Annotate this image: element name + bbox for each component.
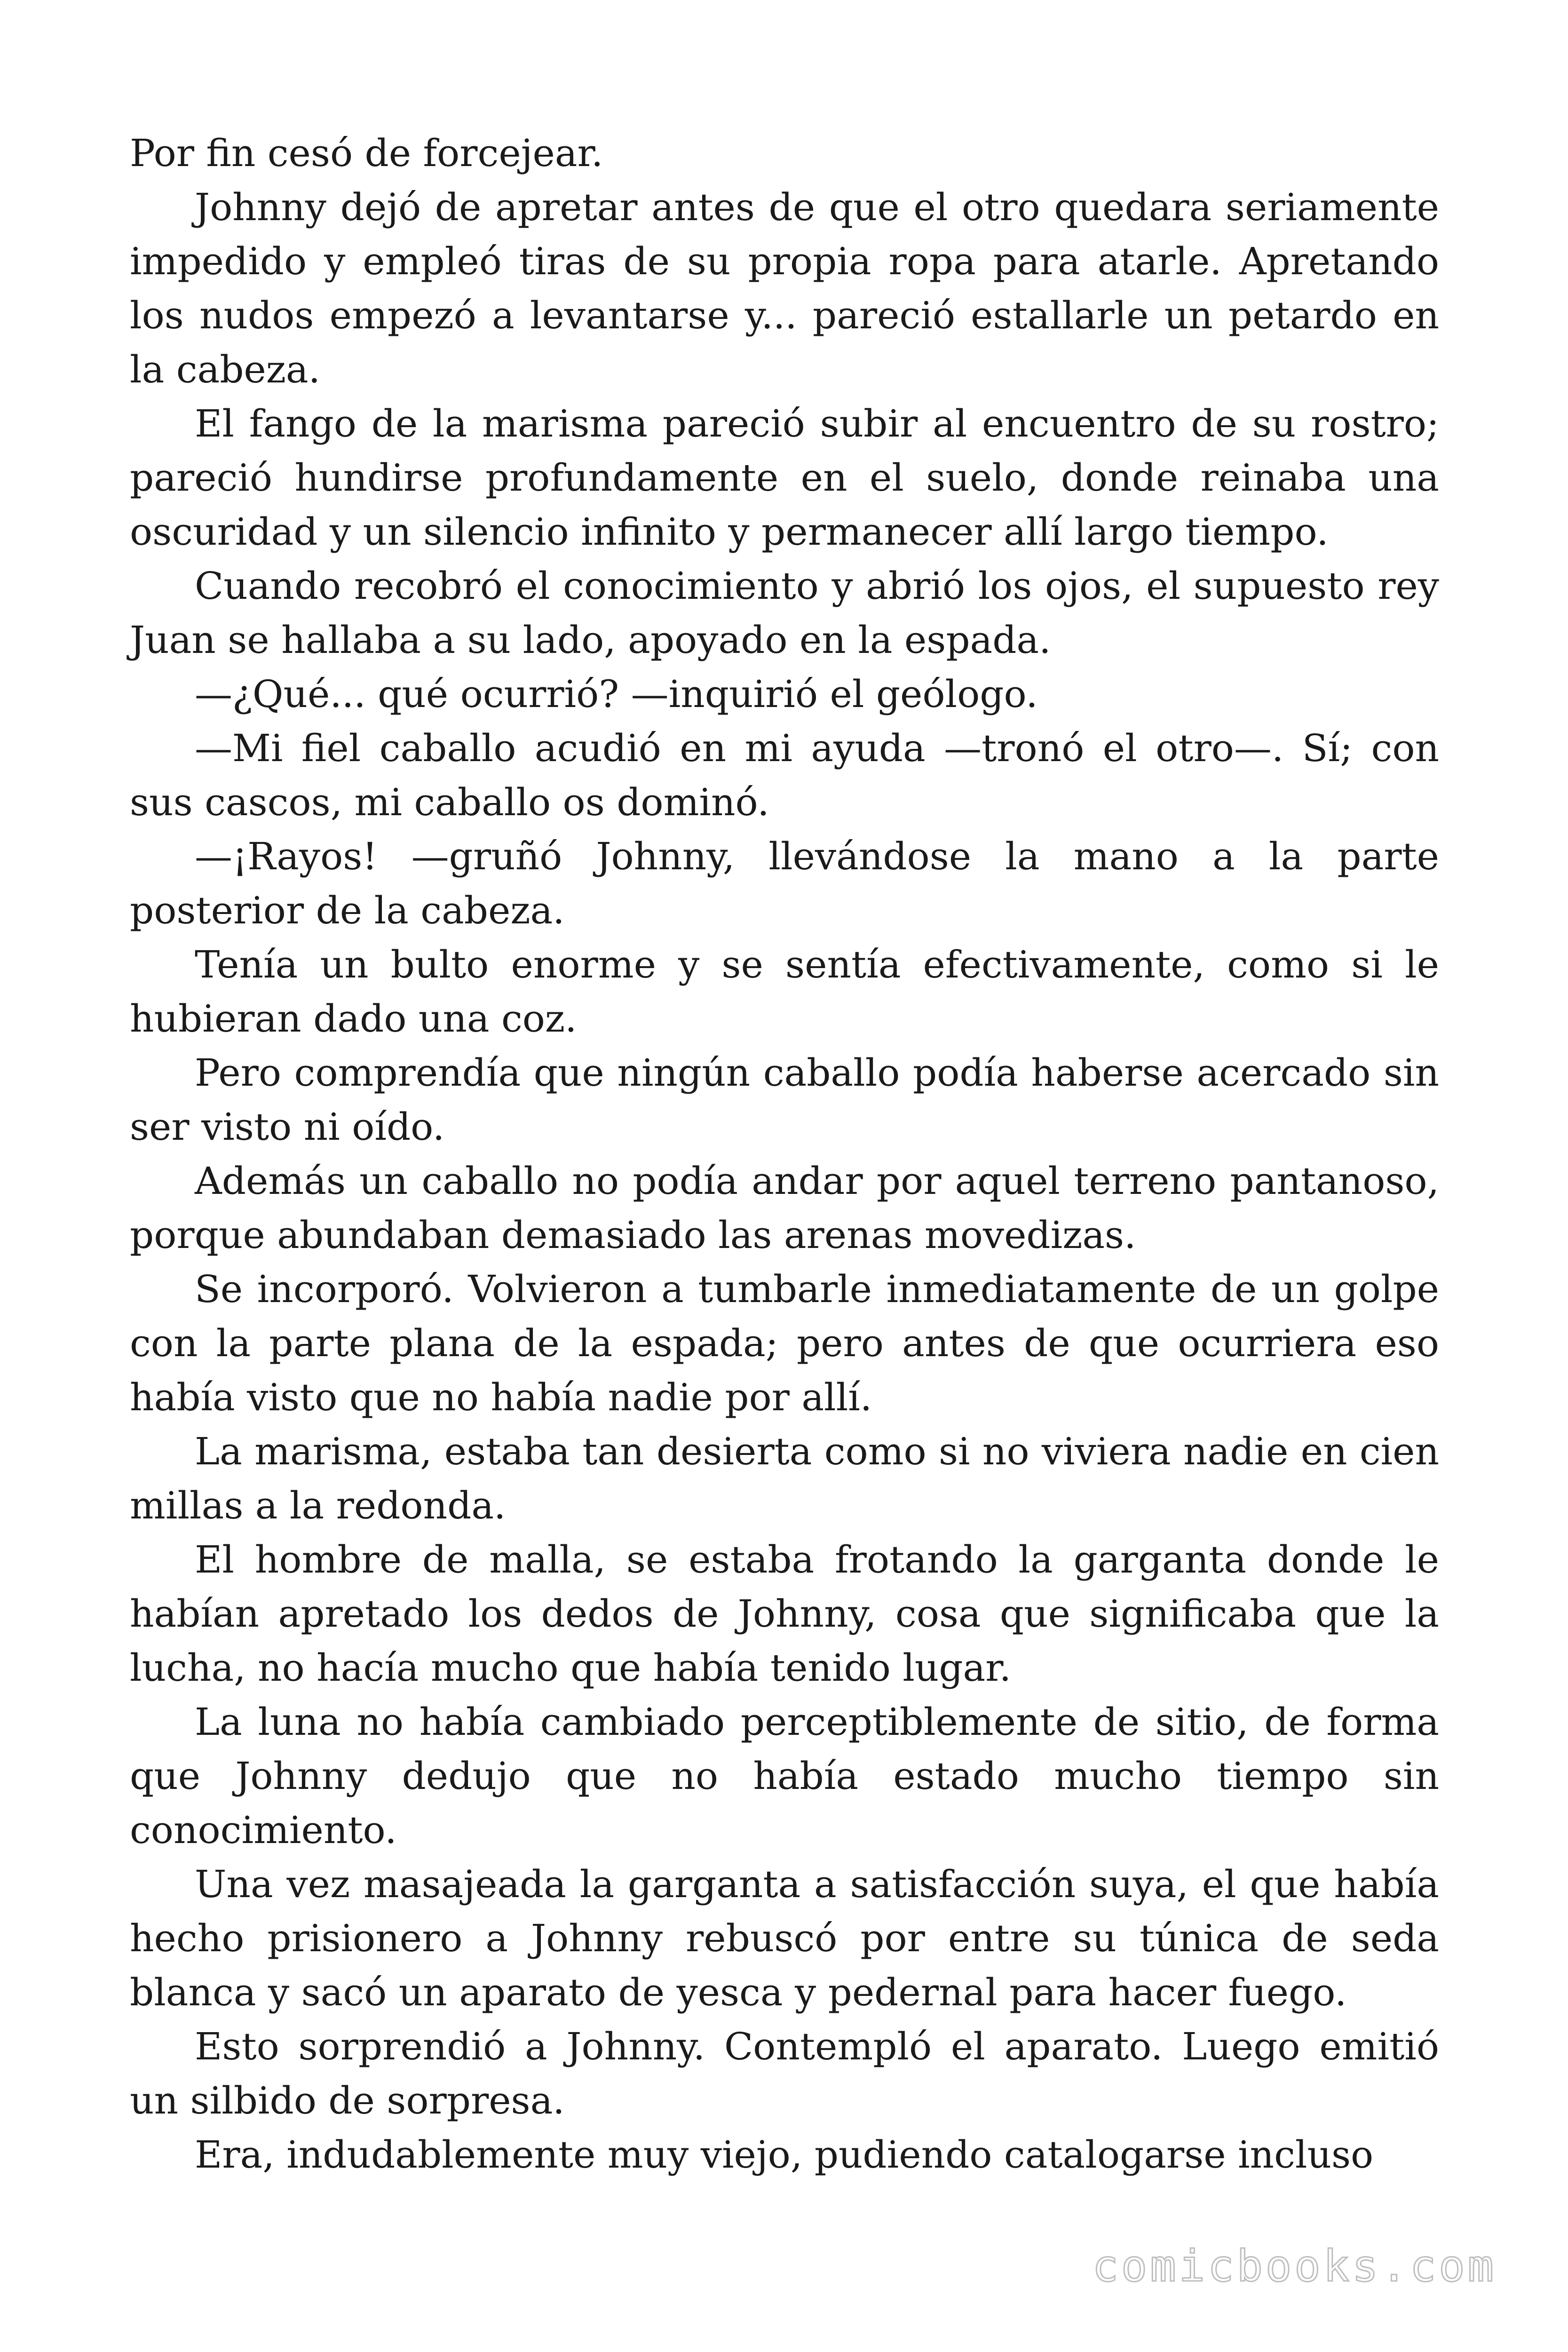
paragraph: —¡Rayos! —gruñó Johnny, llevándose la mano a la parte posterior de la cabeza. [130, 834, 1439, 932]
paragraph: —Mi fiel caballo acudió en mi ayuda —tronó el otro—. Sí; con sus cascos, mi caballo os dominó. [130, 726, 1439, 824]
watermark: comicbooks.com [1092, 2241, 1497, 2291]
body-text [130, 126, 1439, 2182]
paragraph: Tenía un bulto enorme y se sentía efectivamente, como si le hubieran dado una coz. [130, 943, 1439, 1041]
paragraph: Pero comprendía que ningún caballo podía haberse acercado sin ser visto ni oído. [130, 1051, 1439, 1149]
paragraph: Cuando recobró el conocimiento y abrió los ojos, el supuesto rey Juan se hallaba a su lado, apoyado en la espada. [130, 564, 1439, 662]
paragraph: Además un caballo no podía andar por aquel terreno pantanoso, porque abundaban demasiado las arenas movedizas. [130, 1159, 1439, 1257]
paragraph: —¿Qué... qué ocurrió? —inquirió el geólogo. [195, 672, 1038, 716]
paragraph: El fango de la marisma pareció subir al encuentro de su rostro; pareció hundirse profundamente en el suelo, donde reinaba una oscuridad y un silencio infinito y permanecer allí largo tiempo. [130, 402, 1439, 554]
paragraph: Se incorporó. Volvieron a tumbarle inmediatamente de un golpe con la parte plana de la espada; pero antes de que ocurriera eso había visto que no había nadie por allí. [130, 1267, 1439, 1419]
paragraph: Era, indudablemente muy viejo, pudiendo catalogarse incluso [195, 2133, 1374, 2177]
paragraph: El hombre de malla, se estaba frotando la garganta donde le habían apretado los dedos de Johnny, cosa que significaba que la lucha, no hacía mucho que había tenido lugar. [130, 1538, 1439, 1690]
paragraph: Johnny dejó de apretar antes de que el otro quedara seriamente impedido y empleó tiras de su propia ropa para atarle. Apretando los nudos empezó a levantarse y... pareció estallarle un petardo en la cabeza. [130, 185, 1439, 391]
paragraph: La luna no había cambiado perceptiblemente de sitio, de forma que Johnny dedujo que no había estado mucho tiempo sin conocimiento. [130, 1700, 1439, 1852]
paragraph: Una vez masajeada la garganta a satisfacción suya, el que había hecho prisionero a Johnny rebuscó por entre su túnica de seda blanca y sacó un aparato de yesca y pedernal para hacer fuego. [130, 1862, 1439, 2014]
paragraph: Esto sorprendió a Johnny. Contempló el aparato. Luego emitió un silbido de sorpresa. [130, 2025, 1439, 2122]
paragraph: La marisma, estaba tan desierta como si no viviera nadie en cien millas a la redonda. [130, 1430, 1439, 1527]
paragraph: Por fin cesó de forcejear. [130, 131, 603, 175]
